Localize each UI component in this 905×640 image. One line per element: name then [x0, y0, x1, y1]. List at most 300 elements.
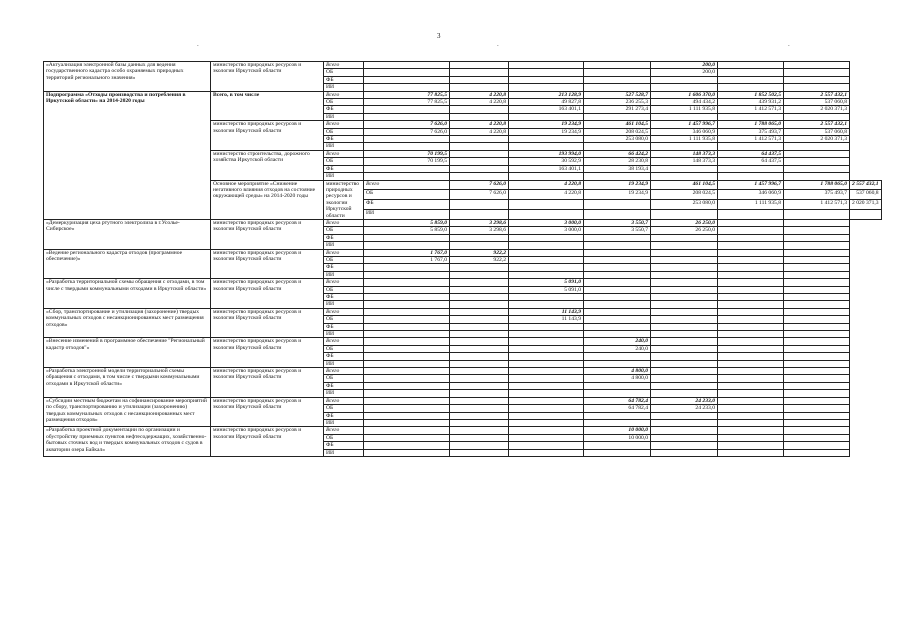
- amount-cell: 19 234,9: [509, 128, 584, 135]
- responsible-executor: министерство природных ресурсов и экологии Иркутской области: [211, 427, 324, 457]
- amount-cell: 77 825,5: [364, 99, 450, 106]
- amount-cell: [718, 219, 784, 226]
- amount-cell: [584, 271, 651, 278]
- amount-cell: [450, 69, 509, 76]
- funding-source: ФБ: [324, 264, 364, 271]
- amount-cell: [509, 375, 584, 382]
- amount-cell: 7 626,0: [450, 180, 509, 190]
- amount-cell: 66 424,2: [584, 150, 651, 157]
- amount-cell: [584, 419, 651, 426]
- amount-cell: 19 234,9: [584, 190, 651, 200]
- amount-cell: [364, 76, 450, 83]
- amount-cell: [718, 412, 784, 419]
- amount-cell: 3 000,0: [509, 227, 584, 234]
- amount-cell: [718, 345, 784, 352]
- funding-source: ИИ: [324, 331, 364, 338]
- amount-cell: [784, 397, 850, 404]
- funding-source: Всего: [324, 219, 364, 226]
- amount-cell: [718, 173, 784, 180]
- scan-dot-left: .: [197, 40, 199, 48]
- amount-cell: [450, 353, 509, 360]
- amount-cell: 537 060,8: [784, 128, 850, 135]
- amount-cell: [651, 331, 718, 338]
- amount-cell: [718, 227, 784, 234]
- funding-source: ФБ: [324, 76, 364, 83]
- amount-cell: [784, 264, 850, 271]
- responsible-executor: министерство природных ресурсов и экологии Иркутской области: [211, 121, 324, 151]
- amount-cell: [450, 427, 509, 434]
- funding-source: ФБ: [324, 136, 364, 143]
- amount-cell: 5 091,0: [509, 286, 584, 293]
- amount-cell: 4 800,0: [584, 368, 651, 375]
- amount-cell: [718, 353, 784, 360]
- amount-cell: 24 233,0: [651, 397, 718, 404]
- amount-cell: 3 550,7: [584, 227, 651, 234]
- amount-cell: 148 373,3: [651, 150, 718, 157]
- amount-cell: [651, 390, 718, 397]
- amount-cell: 236 255,3: [584, 99, 651, 106]
- funding-source: Всего: [324, 338, 364, 345]
- amount-cell: 2 020 371,3: [784, 106, 850, 113]
- amount-cell: [784, 69, 850, 76]
- amount-cell: [784, 427, 850, 434]
- amount-cell: [718, 301, 784, 308]
- amount-cell: [450, 301, 509, 308]
- amount-cell: [450, 397, 509, 404]
- amount-cell: 70 199,5: [364, 150, 450, 157]
- amount-cell: [718, 234, 784, 241]
- amount-cell: [651, 419, 718, 426]
- amount-cell: [509, 449, 584, 456]
- amount-cell: [584, 286, 651, 293]
- amount-cell: [784, 76, 850, 83]
- amount-cell: [509, 405, 584, 412]
- amount-cell: [718, 390, 784, 397]
- amount-cell: [784, 234, 850, 241]
- amount-cell: [718, 242, 784, 249]
- amount-cell: [450, 294, 509, 301]
- amount-cell: [784, 113, 850, 120]
- funding-source: ФБ: [324, 106, 364, 113]
- amount-cell: [651, 338, 718, 345]
- amount-cell: [718, 308, 784, 315]
- amount-cell: [450, 264, 509, 271]
- amount-cell: 1 111 935,8: [651, 136, 718, 143]
- amount-cell: [784, 62, 850, 69]
- amount-cell: 537 060,8: [850, 190, 882, 200]
- amount-cell: [651, 249, 718, 256]
- amount-cell: 7 626,0: [364, 121, 450, 128]
- amount-cell: 7 626,0: [364, 128, 450, 135]
- amount-cell: [784, 382, 850, 389]
- amount-cell: [651, 286, 718, 293]
- amount-cell: [718, 76, 784, 83]
- amount-cell: [364, 279, 450, 286]
- amount-cell: [718, 434, 784, 441]
- amount-cell: 193 994,0: [509, 150, 584, 157]
- page-number: 3: [437, 32, 441, 40]
- amount-cell: [509, 264, 584, 271]
- funding-source: Всего: [324, 91, 364, 98]
- amount-cell: 1 788 065,0: [718, 121, 784, 128]
- scan-dot-mid: .: [497, 40, 499, 48]
- funding-source: ОБ: [324, 405, 364, 412]
- amount-cell: [450, 84, 509, 91]
- amount-cell: [509, 249, 584, 256]
- amount-cell: [450, 338, 509, 345]
- amount-cell: [784, 323, 850, 330]
- amount-cell: 24 233,0: [651, 405, 718, 412]
- amount-cell: 346 060,9: [651, 128, 718, 135]
- funding-source: Всего: [324, 150, 364, 157]
- funding-source: Всего: [324, 308, 364, 315]
- amount-cell: [450, 76, 509, 83]
- amount-cell: [584, 382, 651, 389]
- amount-cell: 163 401,1: [509, 165, 584, 172]
- amount-cell: [509, 62, 584, 69]
- amount-cell: [784, 308, 850, 315]
- amount-cell: 4 220,8: [450, 99, 509, 106]
- amount-cell: [450, 286, 509, 293]
- table-row: [44, 338, 882, 345]
- amount-cell: [651, 434, 718, 441]
- amount-cell: [651, 412, 718, 419]
- amount-cell: [584, 173, 651, 180]
- amount-cell: [651, 76, 718, 83]
- funding-source: ИИ: [324, 173, 364, 180]
- amount-cell: [651, 84, 718, 91]
- amount-cell: 1 111 935,8: [651, 106, 718, 113]
- amount-cell: 2 020 371,3: [784, 136, 850, 143]
- funding-source: Всего: [324, 62, 364, 69]
- activity-name: «Ведение регионального кадастра отходов (программное обеспечение)»: [44, 249, 211, 279]
- amount-cell: 19 234,9: [509, 121, 584, 128]
- amount-cell: [450, 412, 509, 419]
- amount-cell: 30 592,9: [509, 158, 584, 165]
- amount-cell: [784, 165, 850, 172]
- funding-source: ФБ: [324, 294, 364, 301]
- amount-cell: [364, 308, 450, 315]
- amount-cell: [651, 316, 718, 323]
- responsible-executor: министерство природных ресурсов и экологии Иркутской области: [211, 397, 324, 427]
- amount-cell: [364, 84, 450, 91]
- table-row: [44, 91, 882, 98]
- amount-cell: 1 412 571,3: [718, 106, 784, 113]
- amount-cell: [509, 412, 584, 419]
- amount-cell: 922,2: [450, 249, 509, 256]
- amount-cell: [584, 331, 651, 338]
- amount-cell: [651, 294, 718, 301]
- amount-cell: 4 220,8: [450, 128, 509, 135]
- amount-cell: 64 437,5: [718, 158, 784, 165]
- amount-cell: [718, 62, 784, 69]
- amount-cell: [450, 158, 509, 165]
- amount-cell: [784, 353, 850, 360]
- amount-cell: 291 273,4: [584, 106, 651, 113]
- funding-source: ФБ: [364, 200, 450, 210]
- amount-cell: [509, 143, 584, 150]
- amount-cell: 375 493,7: [784, 190, 850, 200]
- table-row: [44, 279, 882, 286]
- amount-cell: [718, 143, 784, 150]
- amount-cell: 4 220,8: [509, 180, 584, 190]
- amount-cell: [784, 227, 850, 234]
- amount-cell: [509, 353, 584, 360]
- activity-name: «Разработка проектной документации по организации и обустройству приемных пунктов нефтесодержащих, хозяйственно-бытовых сточных вод и твердых коммунальных отходов с судов в акватории озера Байкал»: [44, 427, 211, 457]
- amount-cell: [718, 442, 784, 449]
- amount-cell: [718, 249, 784, 256]
- amount-cell: [784, 143, 850, 150]
- amount-cell: [450, 242, 509, 249]
- amount-cell: [364, 173, 450, 180]
- amount-cell: [718, 382, 784, 389]
- amount-cell: [651, 360, 718, 367]
- amount-cell: [509, 242, 584, 249]
- amount-cell: [509, 442, 584, 449]
- table-body: [44, 62, 882, 457]
- amount-cell: 1 852 502,5: [718, 91, 784, 98]
- amount-cell: [651, 345, 718, 352]
- amount-cell: [718, 368, 784, 375]
- amount-cell: 5 859,0: [364, 219, 450, 226]
- amount-cell: [509, 390, 584, 397]
- amount-cell: [364, 419, 450, 426]
- amount-cell: [718, 405, 784, 412]
- amount-cell: [718, 316, 784, 323]
- amount-cell: [784, 449, 850, 456]
- funding-source: Всего: [324, 279, 364, 286]
- table-row: [44, 249, 882, 256]
- amount-cell: [450, 360, 509, 367]
- amount-cell: [509, 301, 584, 308]
- amount-cell: [509, 397, 584, 404]
- amount-cell: [718, 419, 784, 426]
- amount-cell: [584, 210, 651, 220]
- amount-cell: [651, 353, 718, 360]
- funding-source: ИИ: [324, 360, 364, 367]
- responsible-executor: министерство природных ресурсов и экологии Иркутской области: [211, 338, 324, 368]
- amount-cell: [584, 234, 651, 241]
- amount-cell: [364, 106, 450, 113]
- amount-cell: [651, 279, 718, 286]
- amount-cell: [651, 256, 718, 263]
- amount-cell: [784, 375, 850, 382]
- table-row: [44, 62, 882, 69]
- amount-cell: [364, 69, 450, 76]
- responsible-executor: министерство природных ресурсов и экологии Иркутской области: [211, 249, 324, 279]
- amount-cell: [584, 279, 651, 286]
- amount-cell: [651, 143, 718, 150]
- amount-cell: [364, 294, 450, 301]
- amount-cell: [784, 271, 850, 278]
- amount-cell: [450, 173, 509, 180]
- funding-source: ОБ: [324, 256, 364, 263]
- amount-cell: [784, 442, 850, 449]
- amount-cell: [784, 158, 850, 165]
- amount-cell: [584, 316, 651, 323]
- amount-cell: [509, 173, 584, 180]
- amount-cell: 10 000,0: [584, 427, 651, 434]
- amount-cell: [450, 279, 509, 286]
- amount-cell: [784, 368, 850, 375]
- amount-cell: [718, 294, 784, 301]
- amount-cell: [364, 113, 450, 120]
- amount-cell: [850, 210, 882, 220]
- amount-cell: [584, 69, 651, 76]
- amount-cell: [509, 200, 584, 210]
- amount-cell: [718, 449, 784, 456]
- amount-cell: 494 434,2: [651, 99, 718, 106]
- amount-cell: [584, 200, 651, 210]
- amount-cell: [450, 390, 509, 397]
- amount-cell: 1 457 996,7: [718, 180, 784, 190]
- amount-cell: [651, 210, 718, 220]
- amount-cell: [651, 449, 718, 456]
- amount-cell: [509, 294, 584, 301]
- amount-cell: 10 000,0: [584, 434, 651, 441]
- funding-source: ФБ: [324, 412, 364, 419]
- amount-cell: 3 550,7: [584, 219, 651, 226]
- amount-cell: [784, 316, 850, 323]
- amount-cell: [718, 210, 784, 220]
- amount-cell: [718, 264, 784, 271]
- amount-cell: [364, 360, 450, 367]
- amount-cell: 461 104,5: [651, 180, 718, 190]
- amount-cell: [718, 84, 784, 91]
- funding-source: Всего: [324, 427, 364, 434]
- amount-cell: [450, 106, 509, 113]
- amount-cell: [651, 113, 718, 120]
- amount-cell: 1 767,0: [364, 249, 450, 256]
- funding-source: ИИ: [324, 449, 364, 456]
- responsible-executor: Всего, в том числе: [211, 91, 324, 121]
- amount-cell: [584, 249, 651, 256]
- amount-cell: [364, 375, 450, 382]
- amount-cell: [784, 405, 850, 412]
- amount-cell: [364, 412, 450, 419]
- funding-source: Всего: [324, 397, 364, 404]
- amount-cell: [718, 279, 784, 286]
- amount-cell: 26 250,0: [651, 219, 718, 226]
- amount-cell: [651, 264, 718, 271]
- amount-cell: 7 626,0: [450, 190, 509, 200]
- amount-cell: 3 298,6: [450, 219, 509, 226]
- amount-cell: [584, 442, 651, 449]
- funding-source: ОБ: [324, 128, 364, 135]
- amount-cell: [651, 368, 718, 375]
- amount-cell: [584, 76, 651, 83]
- amount-cell: 2 020 371,3: [850, 200, 882, 210]
- amount-cell: [718, 69, 784, 76]
- amount-cell: [450, 405, 509, 412]
- amount-cell: [364, 353, 450, 360]
- amount-cell: [364, 242, 450, 249]
- funding-source: Всего: [324, 121, 364, 128]
- funding-source: ОБ: [324, 316, 364, 323]
- amount-cell: 64 437,5: [718, 150, 784, 157]
- amount-cell: [784, 412, 850, 419]
- amount-cell: [784, 150, 850, 157]
- amount-cell: 213 128,9: [509, 91, 584, 98]
- amount-cell: [450, 143, 509, 150]
- amount-cell: [651, 173, 718, 180]
- table-row: [44, 219, 882, 226]
- amount-cell: [364, 234, 450, 241]
- amount-cell: 3 000,0: [509, 219, 584, 226]
- amount-cell: [784, 256, 850, 263]
- amount-cell: [509, 76, 584, 83]
- responsible-executor: министерство природных ресурсов и экологии Иркутской области: [211, 62, 324, 92]
- amount-cell: [584, 84, 651, 91]
- amount-cell: [509, 345, 584, 352]
- amount-cell: [364, 449, 450, 456]
- amount-cell: [784, 301, 850, 308]
- amount-cell: [450, 62, 509, 69]
- amount-cell: 4 800,0: [584, 375, 651, 382]
- funding-source: ФБ: [324, 382, 364, 389]
- activity-name: «Субсидии местным бюджетам на софинансирование мероприятий по сбору, транспортированию и утилизации (захоронению) твердых коммунальных отходов с несанкционированных мест размещения отходов»: [44, 397, 211, 427]
- amount-cell: 1 767,0: [364, 256, 450, 263]
- amount-cell: [450, 323, 509, 330]
- amount-cell: [651, 308, 718, 315]
- amount-cell: 26 250,0: [651, 227, 718, 234]
- amount-cell: 922,2: [450, 256, 509, 263]
- amount-cell: [584, 242, 651, 249]
- amount-cell: [718, 286, 784, 293]
- amount-cell: [364, 136, 450, 143]
- amount-cell: 2 557 432,1: [850, 180, 882, 190]
- amount-cell: [450, 316, 509, 323]
- amount-cell: [364, 345, 450, 352]
- amount-cell: [718, 375, 784, 382]
- amount-cell: [584, 449, 651, 456]
- amount-cell: [784, 419, 850, 426]
- amount-cell: [509, 271, 584, 278]
- amount-cell: [718, 256, 784, 263]
- amount-cell: [584, 308, 651, 315]
- funding-source: ОБ: [324, 434, 364, 441]
- funding-source: ОБ: [324, 227, 364, 234]
- amount-cell: 11 143,9: [509, 316, 584, 323]
- funding-source: ФБ: [324, 353, 364, 360]
- amount-cell: 4 220,8: [509, 190, 584, 200]
- amount-cell: [784, 249, 850, 256]
- amount-cell: 461 104,5: [584, 121, 651, 128]
- amount-cell: 77 825,5: [364, 91, 450, 98]
- amount-cell: [450, 345, 509, 352]
- amount-cell: [651, 271, 718, 278]
- amount-cell: 208 024,5: [651, 190, 718, 200]
- amount-cell: [584, 412, 651, 419]
- amount-cell: [584, 143, 651, 150]
- activity-name: «Внесение изменений в программное обеспечение "Региональный кадастр отходов"»: [44, 338, 211, 368]
- amount-cell: [651, 242, 718, 249]
- amount-cell: 19 234,9: [584, 180, 651, 190]
- amount-cell: [718, 165, 784, 172]
- amount-cell: 28 230,8: [584, 158, 651, 165]
- amount-cell: 253 080,0: [584, 136, 651, 143]
- amount-cell: [364, 165, 450, 172]
- amount-cell: [718, 360, 784, 367]
- amount-cell: 4 220,8: [450, 91, 509, 98]
- amount-cell: [509, 136, 584, 143]
- funding-source: ОБ: [324, 158, 364, 165]
- funding-source: ИИ: [324, 301, 364, 308]
- amount-cell: [584, 301, 651, 308]
- amount-cell: 163 401,1: [509, 106, 584, 113]
- amount-cell: [584, 353, 651, 360]
- amount-cell: [509, 360, 584, 367]
